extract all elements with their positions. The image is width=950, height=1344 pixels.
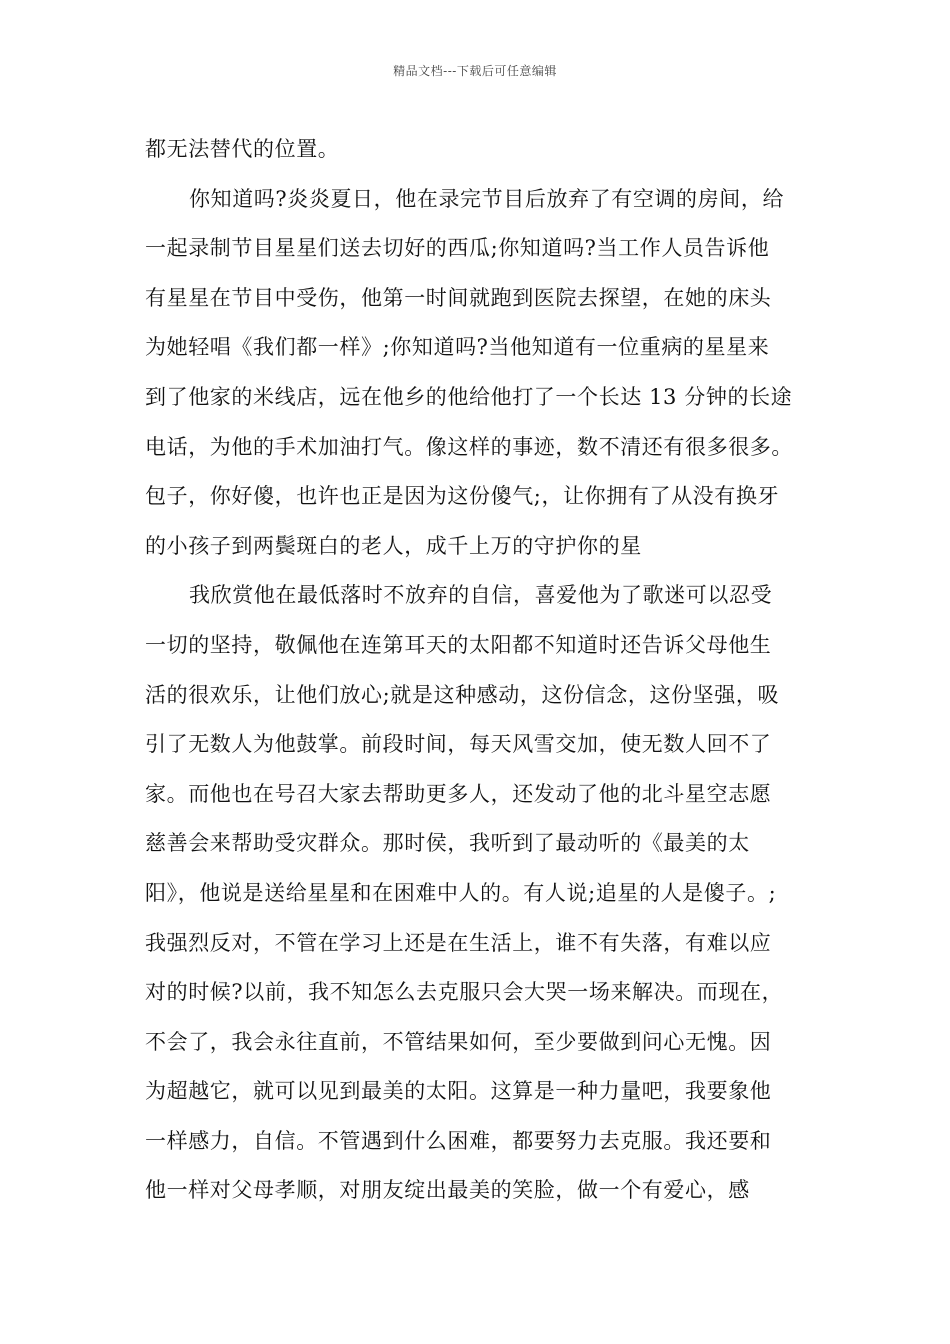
text-line: 活的很欢乐，让他们放心;就是这种感动，这份信念，这份坚强，吸 [145, 682, 780, 707]
text-line: 一起录制节目星星们送去切好的西瓜;你知道吗?当工作人员告诉他 [145, 236, 770, 261]
text-line: 为超越它，就可以见到最美的太阳。这算是一种力量吧，我要象他 [145, 1079, 772, 1104]
page-header: 精品文档---下载后可任意编辑 [393, 64, 557, 78]
text-line: 阳》，他说是送给星星和在困难中人的。有人说;追星的人是傻子。; [145, 880, 777, 905]
text-line: 对的时候?以前，我不知怎么去克服只会大哭一场来解决。而现在， [145, 980, 784, 1005]
text-line: 家。而他也在号召大家去帮助更多人，还发动了他的北斗星空志愿 [145, 781, 772, 806]
text-line: 都无法替代的位置。 [145, 137, 340, 161]
text-line: 慈善会来帮助受灾群众。那时侯，我听到了最动听的《最美的太 [145, 831, 750, 856]
text-line: 我欣赏他在最低落时不放弃的自信，喜爱他为了歌迷可以忍受 [189, 583, 773, 608]
paragraph [145, 130, 815, 180]
text-line: 的小孩子到两鬓斑白的老人，成千上万的守护你的星 [145, 533, 642, 558]
paragraph [145, 576, 815, 1221]
text-line: 有星星在节目中受伤，他第一时间就跑到医院去探望，在她的床头 [145, 285, 772, 310]
text-line: 不会了，我会永往直前，不管结果如何，至少要做到问心无愧。因 [145, 1029, 772, 1054]
text-line: 一切的坚持，敬佩他在连第耳天的太阳都不知道时还告诉父母他生 [145, 632, 772, 657]
text-line: 为她轻唱《我们都一样》;你知道吗?当他知道有一位重病的星星来 [145, 335, 770, 360]
text-line: 引了无数人为他鼓掌。前段时间，每天风雪交加，使无数人回不了 [145, 732, 772, 757]
text-line: 电话，为他的手术加油打气。像这样的事迹，数不清还有很多很多。 [145, 434, 793, 459]
text-line: 包子，你好傻，也许也正是因为这份傻气;，让你拥有了从没有换牙 [145, 484, 780, 509]
text-line: 我强烈反对，不管在学习上还是在生活上，谁不有失落，有难以应 [145, 930, 772, 955]
text-line: 一样感力，自信。不管遇到什么困难，都要努力去克服。我还要和 [145, 1128, 772, 1153]
paragraph [145, 180, 815, 577]
text-line: 他一样对父母孝顺，对朋友绽出最美的笑脸，做一个有爱心，感 [145, 1178, 750, 1203]
text-line: 你知道吗?炎炎夏日，他在录完节目后放弃了有空调的房间，给 [189, 186, 785, 211]
text-line: 到了他家的米线店，远在他乡的他给他打了一个长达 13 分钟的长途 [145, 384, 793, 409]
document-body [145, 130, 815, 1221]
